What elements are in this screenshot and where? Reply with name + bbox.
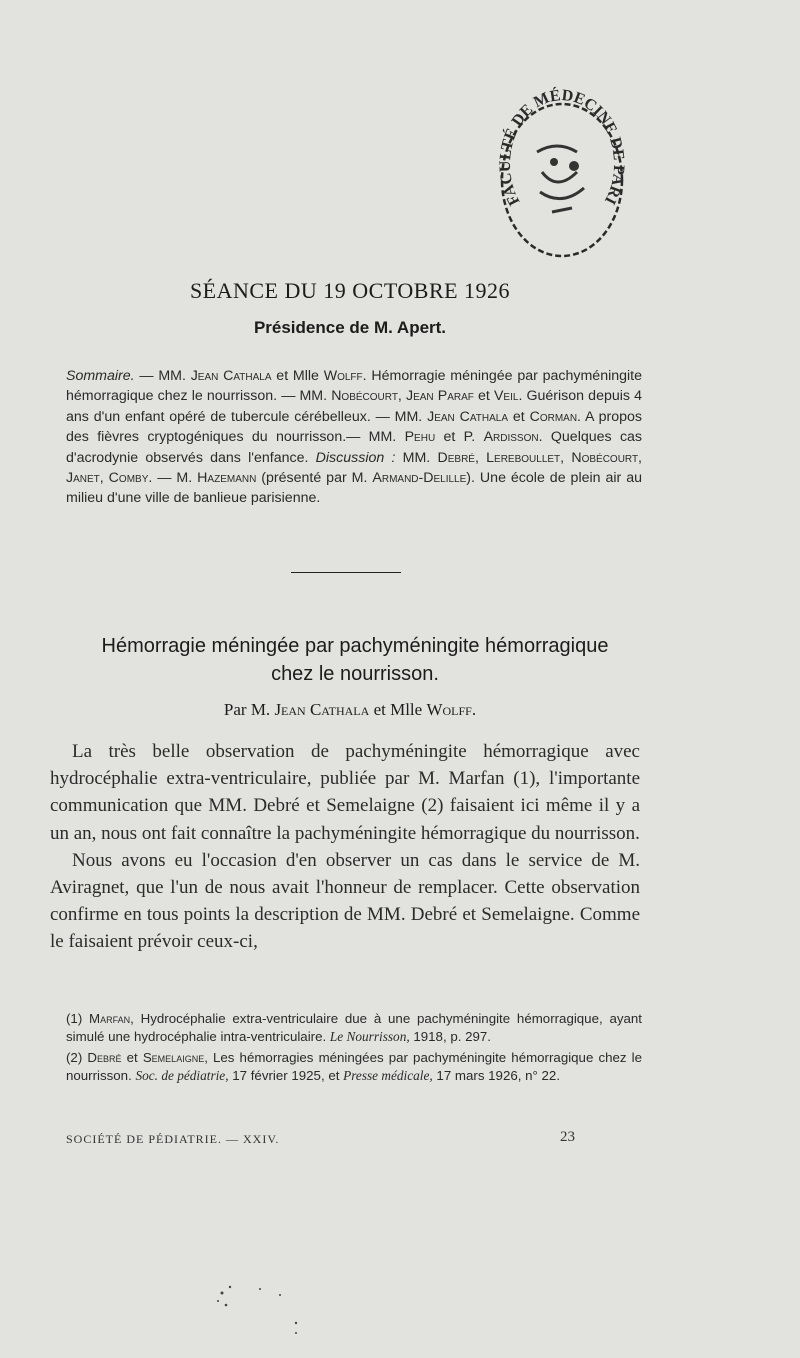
author-name: Corman [529, 408, 578, 425]
author-name: Wolff [426, 700, 472, 719]
footnote-text: et [121, 1049, 143, 1065]
page-number: 23 [560, 1129, 575, 1145]
footnote-text: , Les hémorragies méningées par pachyméningite hémorragique chez le nourrisson. [66, 1049, 643, 1084]
running-footer: SOCIÉTÉ DE PÉDIATRIE. — XXIV. [66, 1132, 280, 1146]
summary-text: et P. [435, 429, 484, 446]
author-name: Jean Cathala [274, 700, 370, 719]
author-name: Debré, Lereboullet, Nobécourt, Janet, Comby [66, 449, 643, 487]
article-title-line: chez le nourrisson. [271, 663, 439, 685]
footnote-journal: Le Nourrisson, [329, 1029, 410, 1045]
byline-text: et Mlle [369, 700, 427, 719]
summary-text: et [473, 388, 494, 405]
author-name: Armand-Delille [372, 470, 467, 487]
discussion-label: Discussion : [315, 449, 396, 466]
summary-text: — MM. [134, 368, 191, 384]
summary-text: . Hémorragie méningée par pachyméningite hémorragique chez le nourrisson. — MM. [66, 368, 642, 405]
footnote-author: Debré [87, 1049, 122, 1065]
author-name: Pehu [404, 429, 436, 446]
article-title-line: Hémorragie méningée par pachyméningite hémorragique [101, 635, 609, 657]
footnote-text: 1918, p. 297. [409, 1029, 491, 1045]
summary-text: (présenté par M. [256, 470, 373, 487]
author-name: Jean Cathala [427, 408, 509, 425]
article-body [50, 738, 640, 956]
footnote-author: Semelaigne [142, 1049, 205, 1065]
author-name: Wolff [323, 368, 363, 384]
stamp-text: FACULTÉ DE MÉDECINE DE PARI [496, 86, 628, 209]
author-name: Hazemann [197, 470, 257, 487]
section-divider [291, 572, 401, 573]
summary-text: . — M. [148, 470, 198, 487]
author-name: Jean Cathala [190, 368, 272, 384]
footnote-journal: Soc. de pédiatrie, [135, 1068, 229, 1084]
byline-text: . [471, 700, 477, 719]
author-name: Veil [493, 388, 519, 405]
session-title: SÉANCE DU 19 OCTOBRE 1926 [189, 278, 511, 303]
summary-text: . A propos des fièvres cryptogéniques du nourrisson.— MM. [66, 408, 642, 446]
article-title [0, 632, 710, 688]
stamp-seal-icon [492, 82, 632, 260]
article-authors [0, 700, 700, 720]
footnote-1 [66, 1010, 642, 1047]
summary-text: et Mlle [271, 368, 324, 384]
summary-label: Sommaire. [66, 368, 135, 384]
summary-text: et [508, 408, 530, 425]
author-name: Nobécourt, Jean Paraf [331, 388, 474, 405]
summary-text: ). Une école de plein air au milieu d'une ville de banlieue parisienne. [66, 470, 643, 507]
session-summary [66, 366, 642, 509]
footnote-text: 17 février 1925, et [228, 1068, 344, 1084]
summary-text: . Quelques cas d'acrodynie observés dans l'enfance. [66, 429, 643, 466]
footnote-text: 17 mars 1926, n° 22. [432, 1068, 561, 1084]
scan-specks-icon [210, 1275, 320, 1345]
footnote-author: Marfan [89, 1011, 131, 1026]
byline-text: Par M. [223, 700, 275, 719]
presidency-line: Présidence de M. Apert. [253, 318, 447, 337]
summary-text: MM. [395, 449, 438, 466]
footnote-text: , Hydrocéphalie extra-ventriculaire due à une pachyméningite hémorragique, ayant simulé une hydrocéphalie intra-ventriculaire. [66, 1011, 642, 1045]
footnote-mark: (1) [66, 1011, 90, 1026]
footnote-2 [66, 1049, 642, 1086]
body-paragraph: La très belle observation de pachyméningite hémorragique avec hydrocéphalie extra-ventriculaire, publiée par M. Marfan (1), l'importante communication que MM. Debré et Semelaigne (2) faisaient ici même il y a un an, nous ont fait connaître la pachyméningite hémorragique du nourrisson. [50, 741, 640, 844]
footnotes [66, 1010, 642, 1086]
body-paragraph: Nous avons eu l'occasion d'en observer un cas dans le service de M. Aviragnet, que l'un de nous avait l'honneur de remplacer. Cette observation confirme en tous points la description de MM. Debré et Semelaigne. Comme le faisaient prévoir ceux-ci, [50, 849, 640, 953]
summary-text: . Guérison depuis 4 ans d'un enfant opéré de tubercule cérébelleux. — MM. [66, 388, 642, 425]
footnote-journal: Presse médicale, [343, 1068, 433, 1084]
library-stamp [492, 82, 632, 260]
footnote-mark: (2) [66, 1049, 88, 1065]
author-name: Ardisson [483, 429, 539, 446]
